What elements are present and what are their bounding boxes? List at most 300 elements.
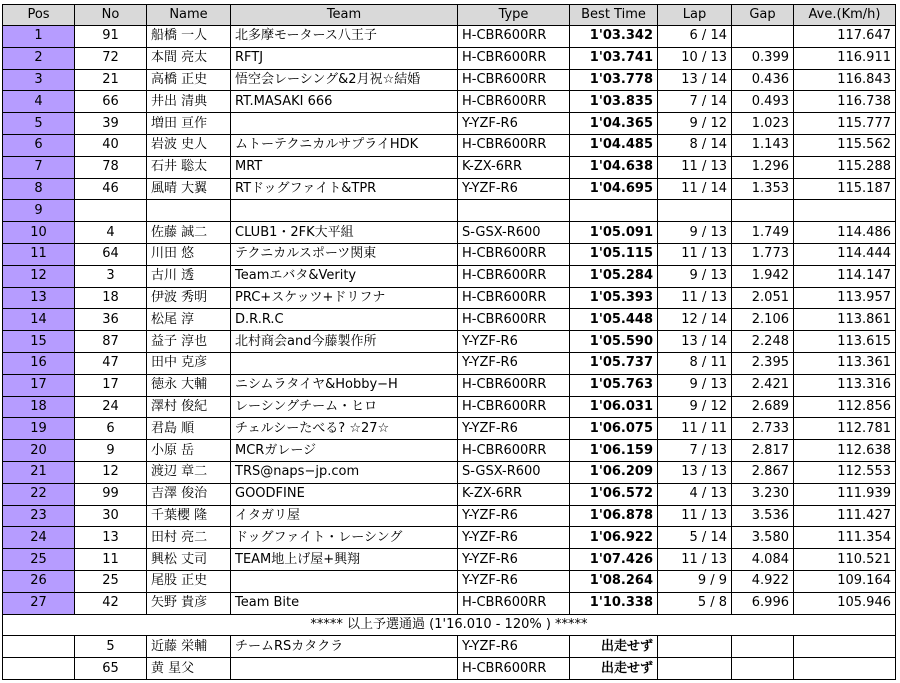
type-cell: Y-YZF-R6 [458, 527, 570, 549]
name-cell: 近藤 栄輔 [147, 636, 231, 658]
name-cell: 高橋 正史 [147, 69, 231, 91]
ave-cell: 115.288 [794, 156, 896, 178]
no-cell: 24 [75, 396, 147, 418]
gap-cell: 3.230 [732, 483, 794, 505]
type-cell: Y-YZF-R6 [458, 570, 570, 592]
team-cell: 北村商会and今藤製作所 [231, 331, 458, 353]
name-cell: 伊波 秀明 [147, 287, 231, 309]
no-cell: 64 [75, 243, 147, 265]
team-cell: 北多摩モータース八王子 [231, 26, 458, 48]
no-cell: 36 [75, 309, 147, 331]
table-row [3, 374, 896, 396]
name-cell: 川田 悠 [147, 243, 231, 265]
gap-cell: 0.399 [732, 47, 794, 69]
team-cell: CLUB1・2FK大平組 [231, 222, 458, 244]
gap-cell: 1.143 [732, 134, 794, 156]
no-cell: 72 [75, 47, 147, 69]
header-gap: Gap [732, 5, 794, 26]
gap-cell: 1.296 [732, 156, 794, 178]
ave-cell: 117.647 [794, 26, 896, 48]
team-cell: チームRSカタクラ [231, 636, 458, 658]
type-cell: H-CBR600RR [458, 47, 570, 69]
team-cell: D.R.R.C [231, 309, 458, 331]
name-cell: 小原 岳 [147, 440, 231, 462]
team-cell: MCRガレージ [231, 440, 458, 462]
name-cell: 松尾 淳 [147, 309, 231, 331]
ave-cell: 115.777 [794, 113, 896, 135]
name-cell: 千葉櫻 隆 [147, 505, 231, 527]
table-row [3, 483, 896, 505]
pos-cell: 19 [3, 418, 75, 440]
qualifying-cutoff-row [3, 614, 896, 636]
gap-cell: 1.942 [732, 265, 794, 287]
no-cell: 66 [75, 91, 147, 113]
best-time-cell: 1'07.426 [570, 549, 658, 571]
ave-cell: 111.354 [794, 527, 896, 549]
gap-cell: 4.084 [732, 549, 794, 571]
ave-cell: 115.562 [794, 134, 896, 156]
ave-cell: 110.521 [794, 549, 896, 571]
table-row [3, 440, 896, 462]
best-time-cell: 1'03.342 [570, 26, 658, 48]
type-cell [458, 200, 570, 222]
lap-cell: 9 / 13 [658, 374, 732, 396]
team-cell: 悟空会レーシング&2月祝☆結婚 [231, 69, 458, 91]
type-cell: Y-YZF-R6 [458, 331, 570, 353]
best-time-cell: 1'03.835 [570, 91, 658, 113]
table-row [3, 396, 896, 418]
lap-cell: 11 / 14 [658, 178, 732, 200]
ave-cell: 113.615 [794, 331, 896, 353]
table-row [3, 287, 896, 309]
type-cell: H-CBR600RR [458, 91, 570, 113]
pos-cell: 25 [3, 549, 75, 571]
lap-cell: 7 / 13 [658, 440, 732, 462]
best-time-cell: 1'06.878 [570, 505, 658, 527]
table-row [3, 178, 896, 200]
ave-cell: 114.444 [794, 243, 896, 265]
pos-cell: 20 [3, 440, 75, 462]
no-cell: 30 [75, 505, 147, 527]
dns-row [3, 636, 896, 658]
type-cell: H-CBR600RR [458, 396, 570, 418]
best-time-cell [570, 200, 658, 222]
lap-cell: 11 / 13 [658, 505, 732, 527]
no-cell: 46 [75, 178, 147, 200]
lap-cell: 10 / 13 [658, 47, 732, 69]
gap-cell: 2.867 [732, 461, 794, 483]
no-cell: 5 [75, 636, 147, 658]
best-time-cell: 1'04.695 [570, 178, 658, 200]
team-cell: GOODFINE [231, 483, 458, 505]
team-cell: テクニカルスポーツ関東 [231, 243, 458, 265]
gap-cell: 2.051 [732, 287, 794, 309]
name-cell: 田村 亮二 [147, 527, 231, 549]
best-time-cell: 1'06.159 [570, 440, 658, 462]
ave-cell: 113.316 [794, 374, 896, 396]
table-row [3, 222, 896, 244]
lap-cell: 5 / 8 [658, 592, 732, 614]
type-cell: K-ZX-6RR [458, 483, 570, 505]
pos-cell: 7 [3, 156, 75, 178]
name-cell: 古川 透 [147, 265, 231, 287]
results-body [3, 26, 896, 680]
no-cell: 12 [75, 461, 147, 483]
no-cell: 18 [75, 287, 147, 309]
gap-cell: 1.353 [732, 178, 794, 200]
header-type: Type [458, 5, 570, 26]
no-cell: 21 [75, 69, 147, 91]
table-row [3, 461, 896, 483]
pos-cell: 4 [3, 91, 75, 113]
lap-cell: 13 / 14 [658, 69, 732, 91]
ave-cell: 105.946 [794, 592, 896, 614]
gap-cell: 1.023 [732, 113, 794, 135]
gap-cell: 2.395 [732, 352, 794, 374]
pos-cell: 18 [3, 396, 75, 418]
type-cell: H-CBR600RR [458, 374, 570, 396]
pos-cell: 8 [3, 178, 75, 200]
lap-cell: 9 / 13 [658, 265, 732, 287]
team-cell [231, 113, 458, 135]
gap-cell: 0.436 [732, 69, 794, 91]
lap-cell: 6 / 14 [658, 26, 732, 48]
lap-cell: 11 / 13 [658, 156, 732, 178]
best-time-cell: 1'08.264 [570, 570, 658, 592]
best-time-cell: 1'05.590 [570, 331, 658, 353]
team-cell: チェルシーたべる? ☆27☆ [231, 418, 458, 440]
name-cell: 佐藤 誠二 [147, 222, 231, 244]
name-cell: 黄 星父 [147, 658, 231, 680]
type-cell: H-CBR600RR [458, 69, 570, 91]
type-cell: H-CBR600RR [458, 134, 570, 156]
no-cell: 17 [75, 374, 147, 396]
table-row [3, 134, 896, 156]
table-row [3, 570, 896, 592]
team-cell: MRT [231, 156, 458, 178]
no-cell: 65 [75, 658, 147, 680]
team-cell: TRS@naps−jp.com [231, 461, 458, 483]
pos-cell: 6 [3, 134, 75, 156]
pos-cell: 23 [3, 505, 75, 527]
gap-cell: 3.536 [732, 505, 794, 527]
ave-cell: 115.187 [794, 178, 896, 200]
table-row [3, 505, 896, 527]
gap-cell: 2.421 [732, 374, 794, 396]
lap-cell: 11 / 13 [658, 549, 732, 571]
no-cell: 25 [75, 570, 147, 592]
team-cell [231, 570, 458, 592]
ave-cell [794, 658, 896, 680]
ave-cell: 109.164 [794, 570, 896, 592]
no-cell: 78 [75, 156, 147, 178]
team-cell: Teamエバタ&Verity [231, 265, 458, 287]
type-cell: Y-YZF-R6 [458, 549, 570, 571]
ave-cell: 112.781 [794, 418, 896, 440]
gap-cell: 2.733 [732, 418, 794, 440]
lap-cell: 11 / 11 [658, 418, 732, 440]
ave-cell: 112.856 [794, 396, 896, 418]
no-cell: 4 [75, 222, 147, 244]
table-row [3, 418, 896, 440]
gap-cell: 6.996 [732, 592, 794, 614]
gap-cell: 1.773 [732, 243, 794, 265]
name-cell: 田中 克彦 [147, 352, 231, 374]
gap-cell [732, 26, 794, 48]
team-cell: ドッグファイト・レーシング [231, 527, 458, 549]
gap-cell: 2.248 [732, 331, 794, 353]
name-cell: 徳永 大輔 [147, 374, 231, 396]
gap-cell [732, 200, 794, 222]
name-cell: 矢野 貴彦 [147, 592, 231, 614]
header-pos: Pos [3, 5, 75, 26]
best-time-cell: 1'04.485 [570, 134, 658, 156]
dns-row [3, 658, 896, 680]
type-cell: H-CBR600RR [458, 265, 570, 287]
type-cell: S-GSX-R600 [458, 222, 570, 244]
type-cell: S-GSX-R600 [458, 461, 570, 483]
table-row [3, 265, 896, 287]
type-cell: H-CBR600RR [458, 592, 570, 614]
best-time-cell: 1'05.284 [570, 265, 658, 287]
name-cell: 岩波 史人 [147, 134, 231, 156]
pos-cell: 26 [3, 570, 75, 592]
table-row [3, 309, 896, 331]
name-cell: 興松 丈司 [147, 549, 231, 571]
table-row [3, 331, 896, 353]
best-time-cell: 1'06.031 [570, 396, 658, 418]
type-cell: H-CBR600RR [458, 26, 570, 48]
pos-cell: 22 [3, 483, 75, 505]
table-row [3, 352, 896, 374]
type-cell: H-CBR600RR [458, 287, 570, 309]
type-cell: Y-YZF-R6 [458, 418, 570, 440]
best-time-cell: 1'04.638 [570, 156, 658, 178]
no-cell: 47 [75, 352, 147, 374]
team-cell [231, 352, 458, 374]
name-cell: 井出 清典 [147, 91, 231, 113]
type-cell: Y-YZF-R6 [458, 352, 570, 374]
table-row [3, 200, 896, 222]
type-cell: H-CBR600RR [458, 658, 570, 680]
pos-cell: 16 [3, 352, 75, 374]
type-cell: H-CBR600RR [458, 440, 570, 462]
team-cell: レーシングチーム・ヒロ [231, 396, 458, 418]
lap-cell: 7 / 14 [658, 91, 732, 113]
header-best-time: Best Time [570, 5, 658, 26]
pos-cell: 21 [3, 461, 75, 483]
best-time-cell: 1'05.737 [570, 352, 658, 374]
ave-cell: 113.861 [794, 309, 896, 331]
pos-cell: 11 [3, 243, 75, 265]
gap-cell: 1.749 [732, 222, 794, 244]
gap-cell [732, 636, 794, 658]
header-ave: Ave.(Km/h) [794, 5, 896, 26]
team-cell [231, 200, 458, 222]
ave-cell: 112.553 [794, 461, 896, 483]
best-time-cell: 1'03.778 [570, 69, 658, 91]
pos-cell [3, 658, 75, 680]
no-cell: 42 [75, 592, 147, 614]
no-cell: 9 [75, 440, 147, 462]
best-time-cell: 1'05.393 [570, 287, 658, 309]
lap-cell [658, 636, 732, 658]
lap-cell: 9 / 13 [658, 222, 732, 244]
lap-cell: 4 / 13 [658, 483, 732, 505]
gap-cell: 2.689 [732, 396, 794, 418]
name-cell [147, 200, 231, 222]
gap-cell: 0.493 [732, 91, 794, 113]
team-cell: イタガリ屋 [231, 505, 458, 527]
team-cell: PRC+スケッツ+ドリフナ [231, 287, 458, 309]
name-cell: 増田 亘作 [147, 113, 231, 135]
gap-cell: 4.922 [732, 570, 794, 592]
pos-cell: 2 [3, 47, 75, 69]
best-time-cell: 1'03.741 [570, 47, 658, 69]
name-cell: 風晴 大翼 [147, 178, 231, 200]
pos-cell: 10 [3, 222, 75, 244]
type-cell: K-ZX-6RR [458, 156, 570, 178]
best-time-cell: 出走せず [570, 658, 658, 680]
no-cell: 99 [75, 483, 147, 505]
lap-cell: 12 / 14 [658, 309, 732, 331]
type-cell: Y-YZF-R6 [458, 113, 570, 135]
qualifying-cutoff-note: ***** 以上予選通過 (1'16.010 - 120% ) ***** [3, 614, 896, 636]
best-time-cell: 1'06.075 [570, 418, 658, 440]
team-cell: ムトーテクニカルサプライHDK [231, 134, 458, 156]
ave-cell: 114.486 [794, 222, 896, 244]
header-no: No [75, 5, 147, 26]
type-cell: Y-YZF-R6 [458, 505, 570, 527]
name-cell: 尾股 正史 [147, 570, 231, 592]
name-cell: 吉澤 俊治 [147, 483, 231, 505]
ave-cell: 116.738 [794, 91, 896, 113]
ave-cell: 116.843 [794, 69, 896, 91]
pos-cell [3, 636, 75, 658]
pos-cell: 1 [3, 26, 75, 48]
lap-cell: 13 / 13 [658, 461, 732, 483]
best-time-cell: 出走せず [570, 636, 658, 658]
table-row [3, 69, 896, 91]
table-row [3, 243, 896, 265]
best-time-cell: 1'06.922 [570, 527, 658, 549]
name-cell: 澤村 俊紀 [147, 396, 231, 418]
gap-cell: 3.580 [732, 527, 794, 549]
no-cell: 39 [75, 113, 147, 135]
table-row [3, 113, 896, 135]
table-row [3, 592, 896, 614]
pos-cell: 12 [3, 265, 75, 287]
no-cell: 13 [75, 527, 147, 549]
lap-cell: 8 / 14 [658, 134, 732, 156]
pos-cell: 17 [3, 374, 75, 396]
pos-cell: 13 [3, 287, 75, 309]
pos-cell: 27 [3, 592, 75, 614]
lap-cell: 11 / 13 [658, 243, 732, 265]
table-row [3, 527, 896, 549]
no-cell: 40 [75, 134, 147, 156]
ave-cell: 113.361 [794, 352, 896, 374]
no-cell: 87 [75, 331, 147, 353]
gap-cell [732, 658, 794, 680]
team-cell: ニシムラタイヤ&Hobby−H [231, 374, 458, 396]
team-cell: RT.MASAKI 666 [231, 91, 458, 113]
gap-cell: 2.106 [732, 309, 794, 331]
gap-cell: 2.817 [732, 440, 794, 462]
ave-cell [794, 636, 896, 658]
table-row [3, 91, 896, 113]
lap-cell: 11 / 13 [658, 287, 732, 309]
table-row [3, 26, 896, 48]
name-cell: 石井 聡太 [147, 156, 231, 178]
lap-cell: 9 / 9 [658, 570, 732, 592]
no-cell: 6 [75, 418, 147, 440]
team-cell: RFTJ [231, 47, 458, 69]
best-time-cell: 1'05.091 [570, 222, 658, 244]
ave-cell: 113.957 [794, 287, 896, 309]
table-row [3, 549, 896, 571]
name-cell: 船橋 一人 [147, 26, 231, 48]
pos-cell: 9 [3, 200, 75, 222]
best-time-cell: 1'05.763 [570, 374, 658, 396]
best-time-cell: 1'06.572 [570, 483, 658, 505]
lap-cell: 8 / 11 [658, 352, 732, 374]
type-cell: Y-YZF-R6 [458, 178, 570, 200]
lap-cell: 9 / 12 [658, 396, 732, 418]
name-cell: 渡辺 章二 [147, 461, 231, 483]
type-cell: Y-YZF-R6 [458, 636, 570, 658]
pos-cell: 24 [3, 527, 75, 549]
team-cell: RTドッグファイト&TPR [231, 178, 458, 200]
no-cell [75, 200, 147, 222]
best-time-cell: 1'10.338 [570, 592, 658, 614]
ave-cell: 112.638 [794, 440, 896, 462]
lap-cell: 9 / 12 [658, 113, 732, 135]
lap-cell: 5 / 14 [658, 527, 732, 549]
lap-cell [658, 658, 732, 680]
ave-cell: 111.939 [794, 483, 896, 505]
name-cell: 君島 順 [147, 418, 231, 440]
team-cell: Team Bite [231, 592, 458, 614]
name-cell: 益子 淳也 [147, 331, 231, 353]
best-time-cell: 1'05.448 [570, 309, 658, 331]
header-lap: Lap [658, 5, 732, 26]
team-cell [231, 658, 458, 680]
ave-cell: 114.147 [794, 265, 896, 287]
header-team: Team [231, 5, 458, 26]
pos-cell: 15 [3, 331, 75, 353]
best-time-cell: 1'05.115 [570, 243, 658, 265]
ave-cell [794, 200, 896, 222]
pos-cell: 14 [3, 309, 75, 331]
type-cell: H-CBR600RR [458, 309, 570, 331]
header-row [3, 5, 896, 26]
ave-cell: 116.911 [794, 47, 896, 69]
lap-cell: 13 / 14 [658, 331, 732, 353]
lap-cell [658, 200, 732, 222]
type-cell: H-CBR600RR [458, 243, 570, 265]
header-name: Name [147, 5, 231, 26]
pos-cell: 5 [3, 113, 75, 135]
best-time-cell: 1'06.209 [570, 461, 658, 483]
table-row [3, 156, 896, 178]
ave-cell: 111.427 [794, 505, 896, 527]
table-row [3, 47, 896, 69]
results-table [2, 4, 896, 680]
no-cell: 3 [75, 265, 147, 287]
best-time-cell: 1'04.365 [570, 113, 658, 135]
name-cell: 本間 亮太 [147, 47, 231, 69]
